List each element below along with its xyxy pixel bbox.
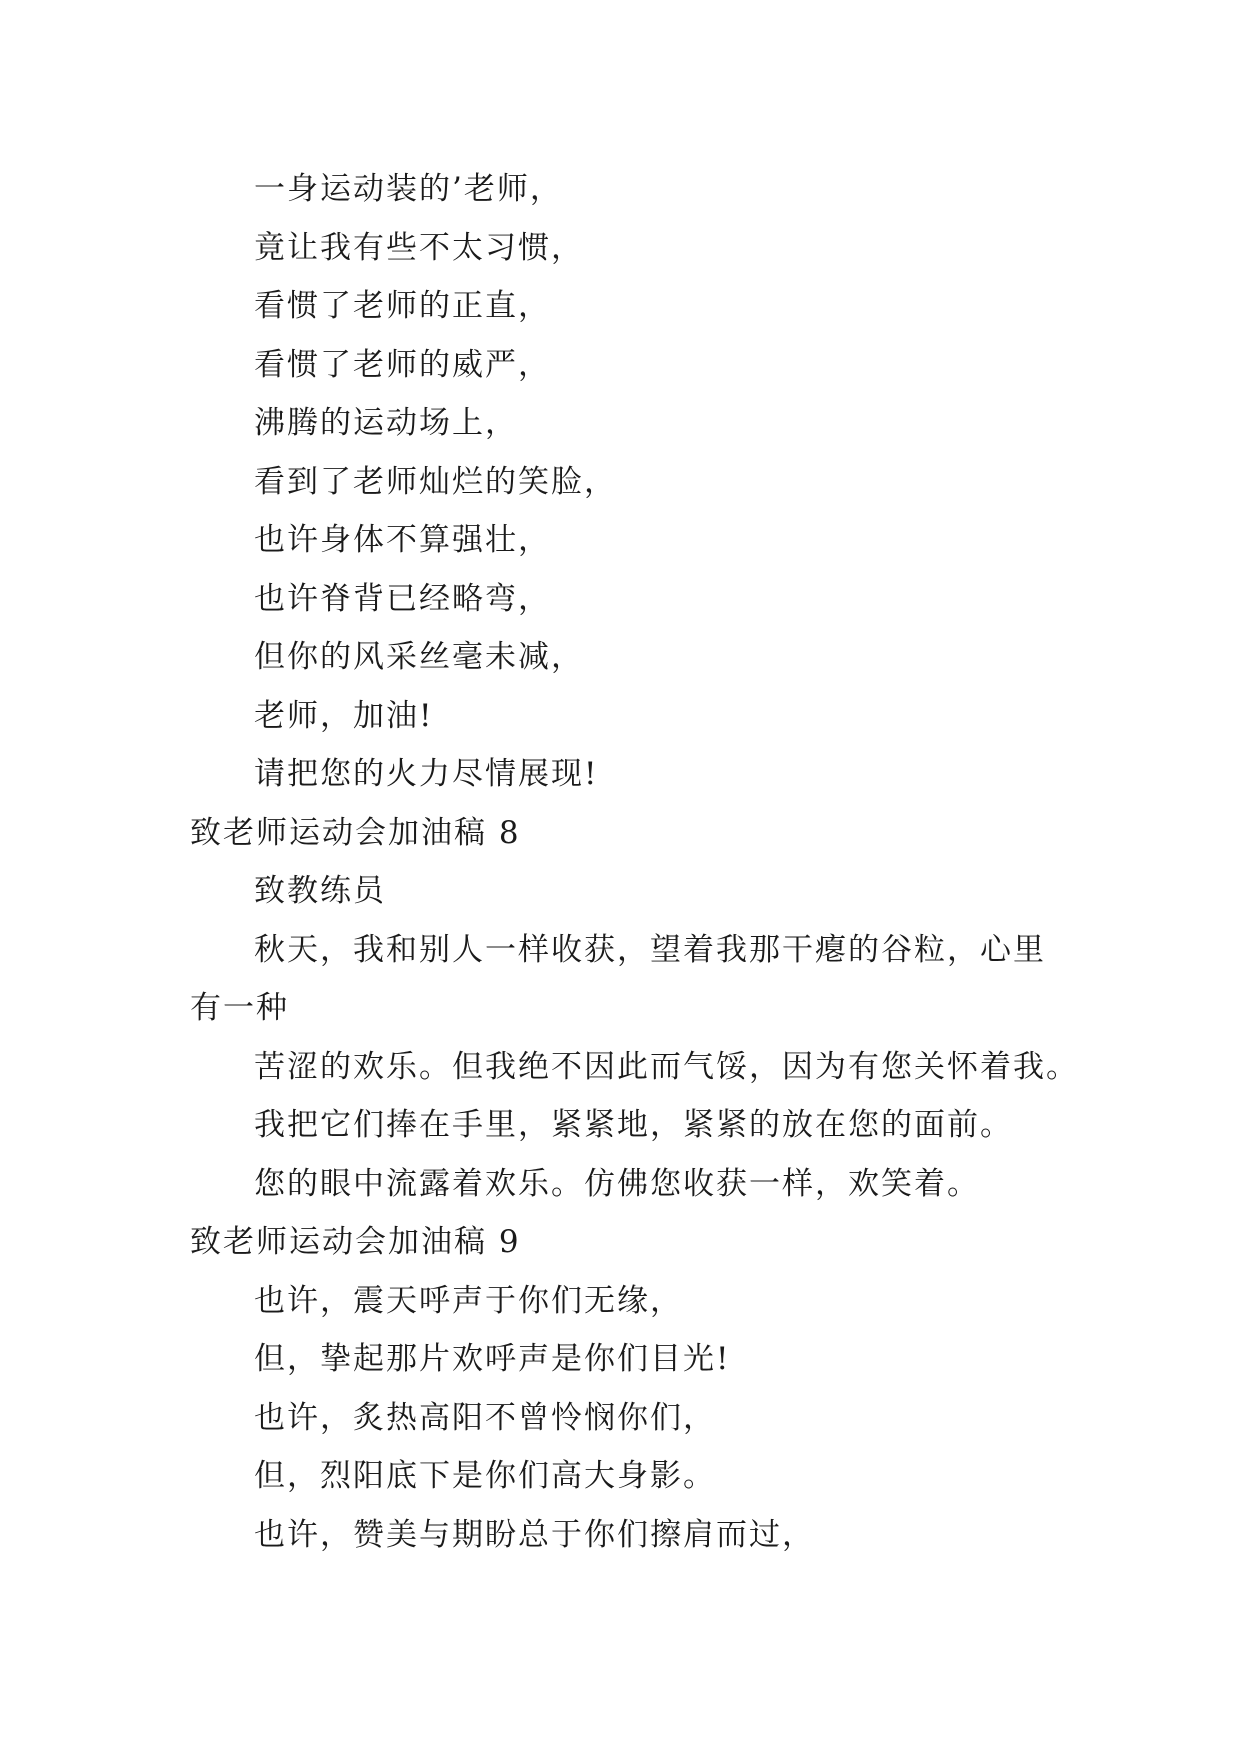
text-line: 也许，赞美与期盼总于你们擦肩而过， — [254, 1516, 815, 1553]
text-line: 看到了老师灿烂的笑脸， — [254, 463, 617, 500]
text-line: 也许身体不算强壮， — [254, 522, 551, 558]
text-line: 致教练员 — [254, 873, 386, 909]
text-line: 竟让我有些不太习惯， — [254, 229, 584, 266]
section-heading: 致老师运动会加油稿 9 — [190, 1224, 521, 1260]
text-line: 秋天，我和别人一样收获，望着我那干瘪的谷粒，心里 — [254, 931, 1046, 968]
text-line: 看惯了老师的正直， — [254, 288, 551, 324]
text-line: 我把它们捧在手里，紧紧地，紧紧的放在您的面前。 — [254, 1107, 1013, 1143]
text-line: 但，烈阳底下是你们高大身影。 — [254, 1458, 716, 1494]
document-body — [190, 160, 1079, 1564]
text-line: 也许脊背已经略弯， — [254, 580, 551, 617]
text-line: 苦涩的欢乐。但我绝不因此而气馁，因为有您关怀着我。 — [254, 1048, 1079, 1085]
text-line: 您的眼中流露着欢乐。仿佛您收获一样，欢笑着。 — [254, 1165, 980, 1202]
text-line: 也许，震天呼声于你们无缘， — [254, 1282, 683, 1319]
text-line: 但，挚起那片欢呼声是你们目光! — [254, 1341, 731, 1377]
text-line: 看惯了老师的威严， — [254, 346, 551, 383]
section-heading: 致老师运动会加油稿 8 — [190, 814, 521, 851]
text-line: 一身运动装的’老师， — [254, 171, 563, 207]
text-line: 但你的风采丝毫未减， — [254, 639, 584, 675]
text-line: 有一种 — [190, 990, 289, 1026]
text-line: 老师，加油! — [254, 697, 434, 734]
text-line: 请把您的火力尽情展现! — [254, 756, 599, 792]
text-line: 沸腾的运动场上， — [254, 405, 518, 441]
text-line: 也许，炙热高阳不曾怜悯你们， — [254, 1399, 716, 1436]
